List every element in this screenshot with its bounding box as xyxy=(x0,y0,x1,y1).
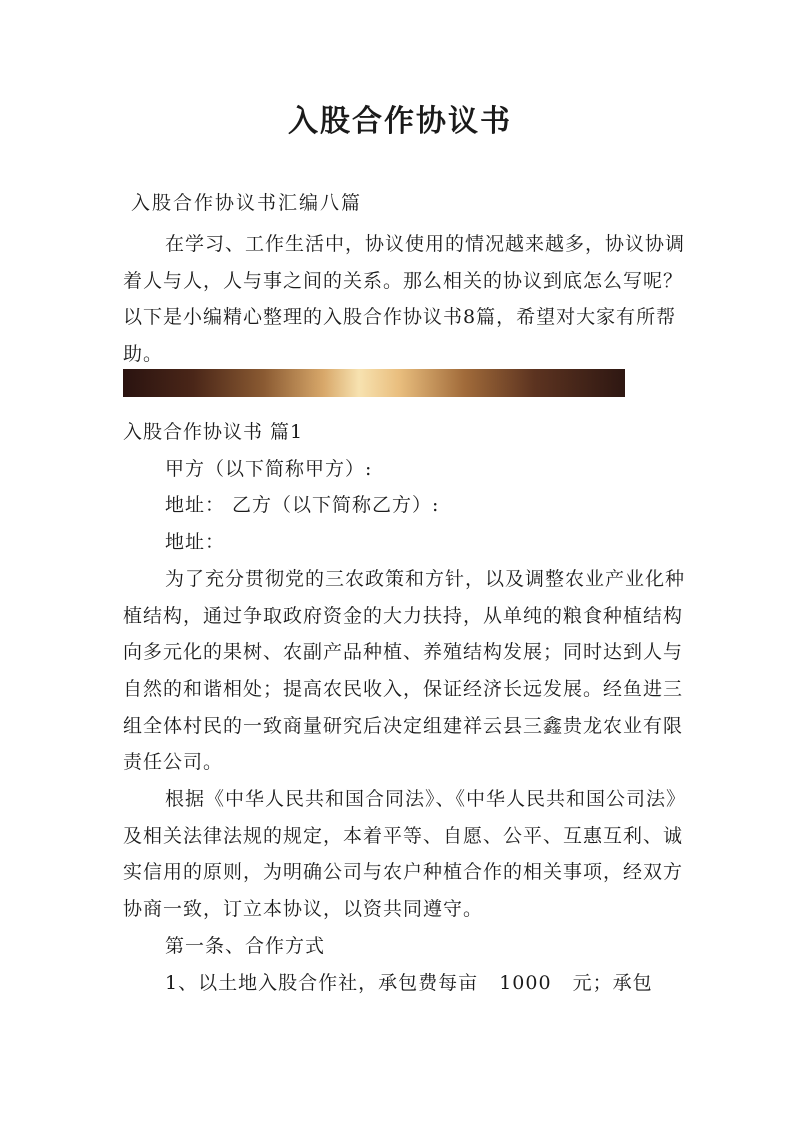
decorative-banner-image xyxy=(123,369,625,397)
party-a-line: 甲方（以下简称甲方）: xyxy=(165,457,373,480)
address-line: 地址： xyxy=(165,531,226,554)
section-heading: 入股合作协议书 篇1 xyxy=(123,421,304,443)
address-party-b-line: 地址： 乙方（以下简称乙方）: xyxy=(165,494,440,517)
purpose-paragraph: 为了充分贯彻党的三农政策和方针，以及调整农业产业化种植结构，通过争取政府资金的大力扶持，从单纯的粮食种植结构向多元化的果树、农副产品种植、养殖结构发展；同时达到人与自然的和谐相处；提高农民收入，保证经济长远发展。经鱼进三组全体村民的一致商量研究后决定组建祥云县三鑫贵龙农业有限责任公司。 xyxy=(123,567,686,774)
intro-paragraph: 在学习、工作生活中，协议使用的情况越来越多，协议协调着人与人，人与事之间的关系。那么相关的协议到底怎么写呢？以下是小编精心整理的入股合作协议书8篇，希望对大家有所帮助。 xyxy=(123,233,686,366)
document-subtitle: 入股合作协议书汇编八篇 xyxy=(131,192,363,214)
section-article-1 xyxy=(123,414,693,1001)
article-1-title: 第一条、合作方式 xyxy=(165,934,326,957)
legal-basis-paragraph: 根据《中华人民共和国合同法》、《中华人民共和国公司法》及相关法律法规的规定，本着平等、自愿、公平、互惠互利、诚实信用的原则，为明确公司与农户种植合作的相关事项，经双方协商一致，订立本协议，以资共同遵守。 xyxy=(123,788,687,921)
document-title: 入股合作协议书 xyxy=(288,104,512,139)
article-1-item-1: 1、以土地入股合作社，承包费每亩 1000 元；承包 xyxy=(165,971,653,994)
